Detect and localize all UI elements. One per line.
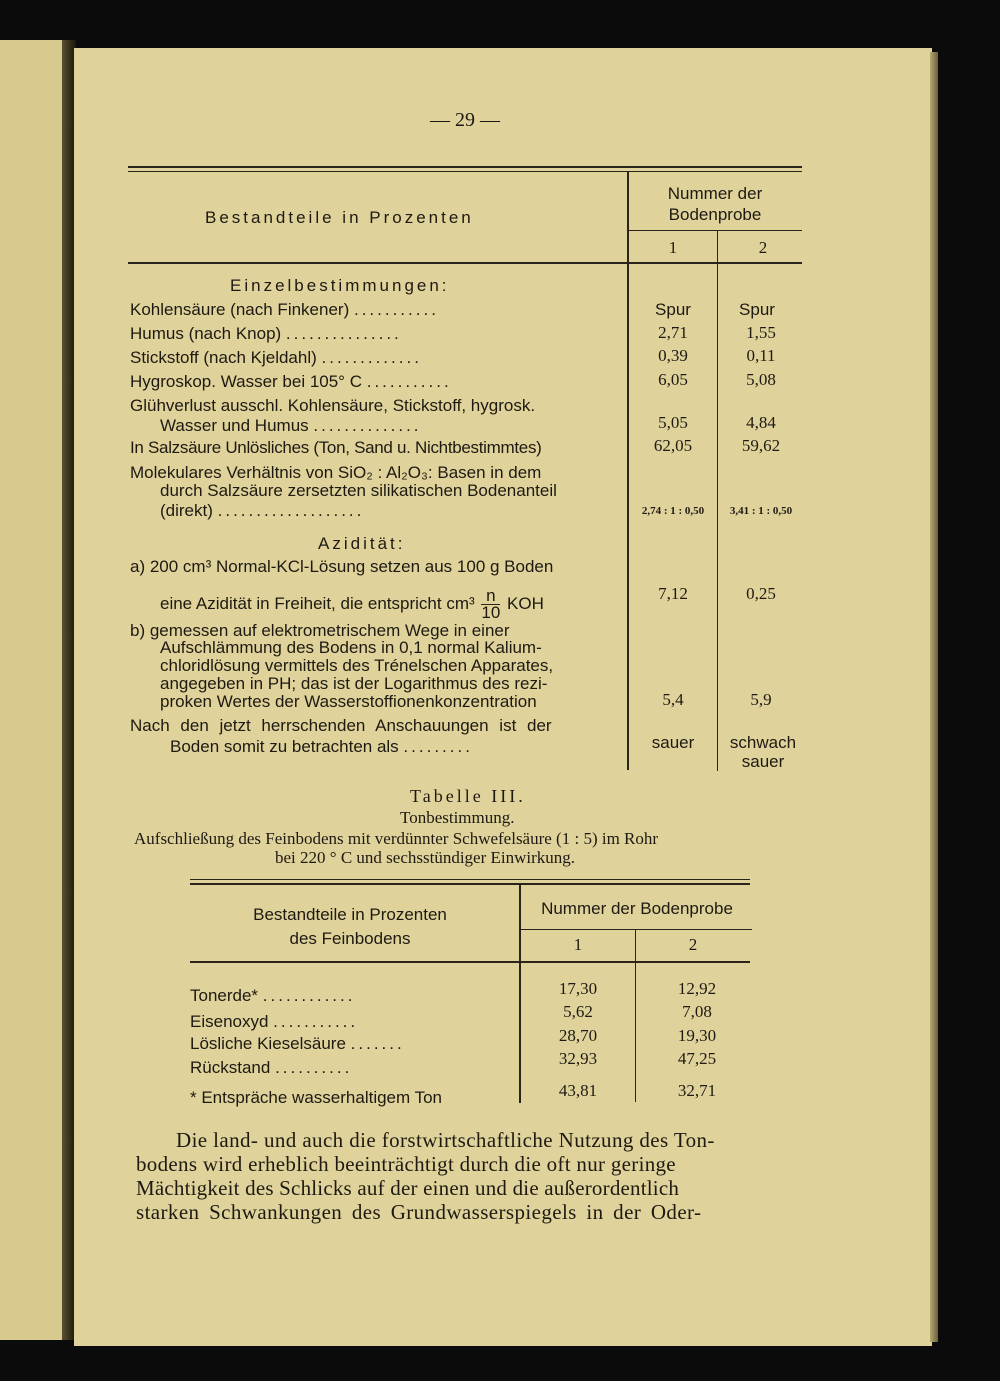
row-label: Kohlensäure (nach Finkener) [130,300,350,319]
value-sample-2: Spur [739,300,775,319]
row-label-continued [160,588,544,621]
value-sample-2: 3,41 : 1 : 0,50 [729,505,793,517]
row-label: b) gemessen auf elektrometrischem Wege in einer [130,621,510,640]
leader-dots: ................... [217,501,365,520]
value-sample-1: Spur [655,300,691,319]
value-sample-1: 17,30 [558,979,598,998]
row-label: Stickstoff (nach Kjeldahl) [130,348,317,367]
value-sample-2: 32,71 [677,1081,717,1100]
fraction [481,588,500,621]
row-label-continued: proken Wertes der Wasserstoffionenkonzentration [160,692,537,711]
header-line: des Feinbodens [289,929,411,948]
page-number-value: 29 [455,109,475,131]
page-edge [930,52,938,1342]
value-sample-2: 1,55 [746,323,776,342]
value-sample-1: 62,05 [653,436,693,455]
value-sample-2: 19,30 [677,1026,717,1045]
row-label: Nach den jetzt herrschenden Anschauungen ist der [130,716,552,735]
value-sample-2: 47,25 [677,1049,717,1068]
value-sample-2: 59,62 [741,436,781,455]
table-3-title: Tabelle III. [410,786,526,806]
header-line: Bestandteile in Prozenten [253,905,447,924]
table-3-caption-line-1: Aufschließung des Feinbodens mit verdünnter Schwefelsäure (1 : 5) im Rohr [134,829,659,848]
row-label: Lösliche Kieselsäure [190,1034,346,1053]
leader-dots: ........... [366,372,452,391]
row-label: In Salzsäure Unlösliches (Ton, Sand u. Nichtbestimmtes) [130,438,542,457]
section-heading-single-determinations: Einzelbestimmungen: [230,276,450,295]
table-header-components: Bestandteile in Prozenten [205,208,474,227]
value-line: sauer [741,752,785,771]
fraction-denominator: 10 [481,603,501,622]
body-line: Mächtigkeit des Schlicks auf der einen und die außerordentlich [136,1176,680,1200]
value-sample-1: 32,93 [558,1049,598,1068]
value-sample-2: 5,9 [750,690,772,709]
column-header-2: 2 [688,935,698,954]
row-label-continued: durch Salzsäure zersetzten silikatischen Bodenanteil [160,481,557,500]
value-sample-2: 0,11 [746,346,776,365]
value-sample-1: 5,05 [658,413,688,432]
row-label: Humus (nach Knop) [130,324,282,343]
value-sample-1: 2,71 [658,323,688,342]
section-heading-acidity: Azidität: [318,534,406,553]
row-label: Glühverlust ausschl. Kohlensäure, Stickstoff, hygrosk. [130,396,536,415]
value-sample-1: 6,05 [658,370,688,389]
leader-dots: ........... [353,300,439,319]
value-line: schwach [729,733,797,752]
acidity-text: eine Azidität in Freiheit, die entspricht cm³ [160,593,475,613]
table-3-header-sample-number: Nummer der Bodenprobe [541,899,733,918]
value-sample-1: 28,70 [558,1026,598,1045]
leader-dots: ............. [321,348,422,367]
table-3-caption-line-2: bei 220 ° C und sechsstündiger Einwirkung. [275,848,576,867]
row-label: Eisenoxyd [190,1012,269,1031]
column-header-2: 2 [758,238,768,257]
row-label-continued: angegeben in PH; das ist der Logarithmus des rezi- [160,674,548,693]
value-sample-2 [718,733,808,771]
value-sample-2: 5,08 [746,370,776,389]
table-3-subtitle: Tonbestimmung. [400,808,515,827]
row-label: Hygroskop. Wasser bei 105° C [130,372,362,391]
value-sample-2: 12,92 [677,979,717,998]
value-sample-1: 2,74 : 1 : 0,50 [641,505,705,517]
row-label-continued: Boden somit zu betrachten als [170,737,399,756]
leader-dots: ......... [403,737,473,756]
koh-text: KOH [507,593,544,613]
row-label-continued: Aufschlämmung des Bodens in 0,1 normal Kalium- [160,638,542,657]
page-number: — 29 — [430,109,500,131]
left-page-edge [0,40,66,1340]
value-sample-1: 5,4 [662,690,684,709]
leader-dots: .......... [275,1058,353,1077]
row-label-continued: (direkt) [160,501,213,520]
value-sample-1: sauer [651,733,695,752]
column-header-1: 1 [668,238,678,257]
table-header-sample-number-text: Nummer der Bodenprobe [667,184,763,224]
value-sample-2: 4,84 [746,413,776,432]
fraction-numerator: n [481,588,500,605]
row-label: Molekulares Verhältnis von SiO₂ : Al₂O₃: Basen in dem [130,463,542,482]
value-sample-1: 7,12 [658,584,688,603]
leader-dots: .............. [313,416,422,435]
value-sample-2: 7,08 [682,1002,712,1021]
footnote-label: * Entspräche wasserhaltigem Ton [190,1088,442,1107]
table-header-sample-number [630,183,800,225]
value-sample-1: 0,39 [658,346,688,365]
leader-dots: ........... [273,1012,359,1031]
table-3-header-components [200,903,500,951]
body-line: Die land- und auch die forstwirtschaftliche Nutzung des Ton- [176,1128,715,1152]
body-line: starken Schwankungen des Grundwasserspiegels in der Oder- [136,1200,702,1224]
leader-dots: ............ [262,986,356,1005]
row-label: a) 200 cm³ Normal-KCl-Lösung setzen aus 100 g Boden [130,557,554,576]
value-sample-2: 0,25 [746,584,776,603]
body-line: bodens wird erheblich beeinträchtigt durch die oft nur geringe [136,1152,676,1176]
column-header-1: 1 [573,935,583,954]
row-label-continued: Wasser und Humus [160,416,309,435]
row-label: Rückstand [190,1058,271,1077]
row-label: Tonerde* [190,986,259,1005]
value-sample-1: 5,62 [563,1002,593,1021]
value-sample-1: 43,81 [558,1081,598,1100]
leader-dots: ....... [350,1034,405,1053]
row-label-continued: chloridlösung vermittels des Trénelschen Apparates, [160,656,554,675]
leader-dots: ............... [285,324,402,343]
